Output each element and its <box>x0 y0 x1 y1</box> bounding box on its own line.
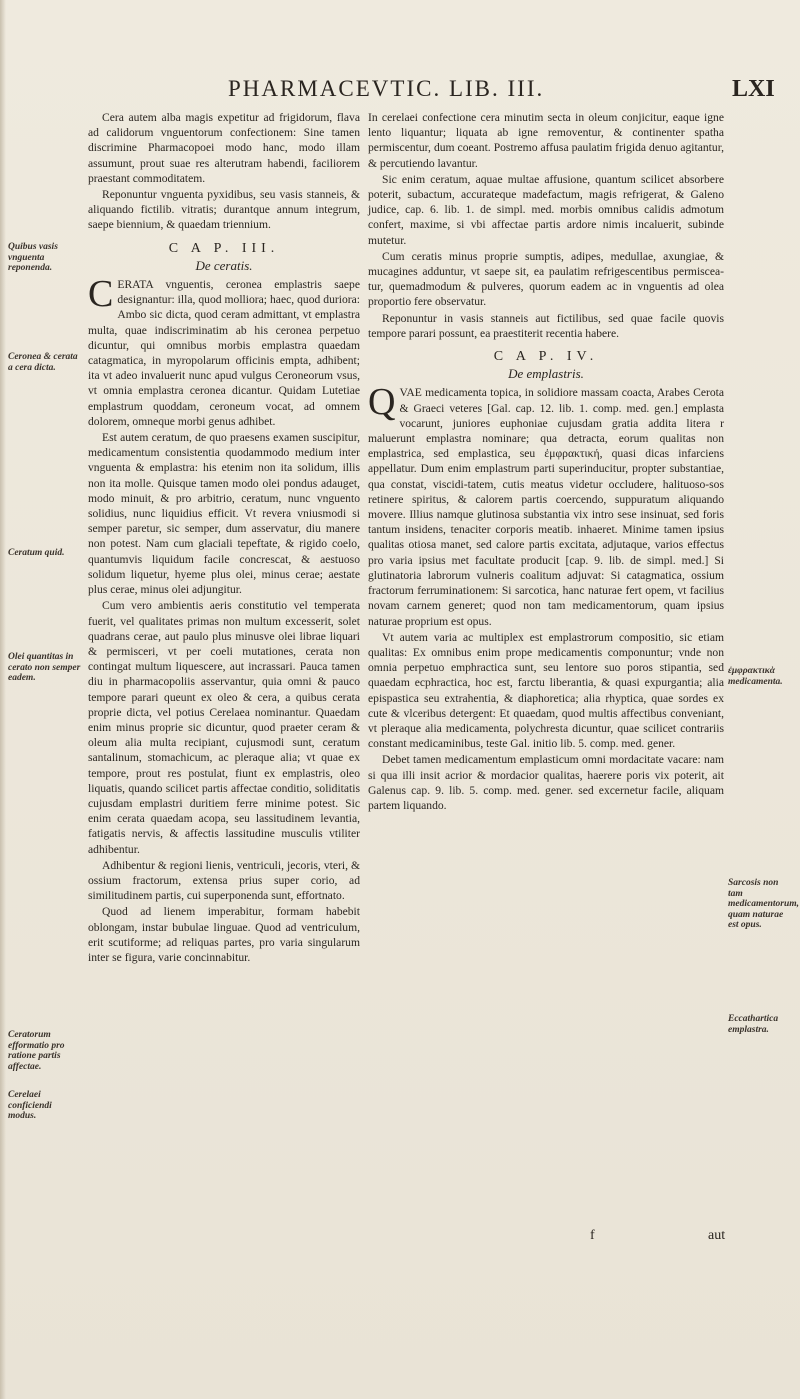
paragraph: Reponuntur vnguenta pyxidibus, seu vasis stanneis, & aliquando fictilib. vitratis; durantque annum integrum, saepe biennium, & quaedam triennium. <box>88 188 360 232</box>
signature-mark: f <box>590 1228 595 1243</box>
margin-note-left-4: Olei quantitas in cerato non semper eadem. <box>8 652 81 683</box>
paragraph: Vt autem varia ac multiplex est emplastrorum compositio, sic etiam qualitas: Ex omnibus enim prope medicamentis componuntur; vnde non omnia perpetuo emphractica sunt, seu lentore suo poros stipantia, sed quaedam ecphractica, hoc est, farctu liberantia, & quasi expurgantia; alia epispastica seu extrahentia, & diaphoretica; alia rhyptica, quae sordes ex cute & vlceribus detergent: Et quaedam, quod multis affectibus conveniant, vt pleraque alia medicamenta, polychresta dicuntur, quae scilicet contrariis constant medicaminibus, teste Gal. initio lib. 5. comp. med. gener. <box>368 630 724 751</box>
drop-cap: Q <box>368 381 396 424</box>
paragraph: In cerelaei confectione cera minutim secta in oleum conjicitur, eaque igne lento liquantur; liquata ab igne removentur, & continenter spatha permiscentur, dum coeant. Postremo affusa paulatim frigida denuo agitantur, & percutiendo lavantur. <box>368 111 724 170</box>
catchword: aut <box>708 1228 726 1243</box>
paragraph: Est autem ceratum, de quo praesens examen suscipitur, medicamentum consistentia quodammodo medium inter vnguenta & emplastra: his etenim non ita solidum, illis non ita molle. Quisque tamen modo olei pondus adauget, modo minuit, & pro arbitrio, ceratum, nunc vnguento solidius, nunc liquidius efficit. Vt revera vniusmodi si semper paretur, sic semper, dum asservatur, diu manere non potest. Nam cum glaciali tepeftate, & rigido coelo, quantumvis liquidum facile concrescat, & aestuoso solidum liquetur, hyeme plus olei, minus cerae; aestate plus cerae, minus olei adjungitur. <box>88 431 360 597</box>
paragraph: Reponuntur in vasis stanneis aut fictilibus, sed quae facile quovis tempore parari possunt, ea praestiterit recentia habere. <box>368 311 724 340</box>
chapter-heading: C A P. III. <box>168 240 280 256</box>
page-number: LXI <box>732 76 775 102</box>
margin-note-left-1: Quibus vasis vnguenta reponenda. <box>8 242 58 273</box>
margin-note-right-3: Eccathartica emplastra. <box>728 1014 779 1035</box>
margin-note-left-2: Ceronea & cerata a cera dicta. <box>8 352 78 373</box>
paragraph: Cum ceratis minus proprie sumptis, adipes, medullae, axungiae, & mucagines adduntur, vt saepe sit, ea paulatim refrigescentibus permiscea-tur, quemadmodum & pulveres, quorum eadem ac in vnguentis ad olea proportio fere observatur. <box>368 249 724 309</box>
page-footer <box>0 1228 800 1248</box>
paragraph: Cera autem alba magis expetitur ad frigidorum, flava ad calidorum vnguentorum confectionem: Sine tamen discrimine Pharmacopoei modo hanc, modo illam assumunt, prout suae res alterutram habendi, faciliorem praestant commoditatem. <box>88 111 360 185</box>
paragraph: Adhibentur & regioni lienis, ventriculi, jecoris, vteri, & ossium fractorum, extensa prius super corio, ad similitudinem partis, cui superponenda sunt, effortnato. <box>88 858 360 903</box>
text-column-left <box>88 110 360 966</box>
page-gutter-shadow <box>0 0 6 1399</box>
drop-cap: C <box>88 273 114 316</box>
paragraph <box>368 381 724 628</box>
paragraph: Quod ad lienem imperabitur, formam habebit oblongam, instar bubulae linguae. Quod ad ventriculum, erit scutiforme; ad reliquas partes, pro varia singularum inter se figura, varie concinnabitur. <box>88 905 360 964</box>
paragraph <box>88 273 360 429</box>
paragraph: Cum vero ambientis aeris constitutio vel temperata fuerit, vel qualitates primas non multum excesserit, solet quadrans cerae, aut paulo plus minusve olei librae liquari & permisceri, vt per coeli mutationes, cerata non contingat multum liquescere, aut incrassari. Pauca tamen diu in pharmacopoliis asservantur, quia omni & pauco tempore parari queunt ex oleo & cera, a quibus cerata proprie dicta, vel potius Cerelaea nominantur. Quaedam enim minus proprie sic dicuntur, quod praeter ceram & oleum alia multa recipiant, cujusmodi sunt, ceratum santalinum, stomachicum, ac pleraque alia; vt quae ex tempore, prout res postulat, fiunt ex emplastris, oleo liquatis, quando scilicet partis affectae conditio, soliditatis cujusdam emplastri duritiem ferre minime potest. Sic enim cerata quaedam acopa, seu lassitudinem levantia, fatigatis nervis, & affectis lassitudine musculis vtiliter adhibentur. <box>88 599 360 856</box>
text-column-right <box>368 110 724 814</box>
paragraph: Sic enim ceratum, aquae multae affusione, quantum scilicet absorbere poterit, subactum, accurateque madefactum, magis refrigerat, & Galeno judice, cap. 6. lib. 1. de simpl. med. morbis omnibus calidis admotum confert, maxime, si vbi affectae partis ardore nimis incaluerit, subinde mutetur. <box>368 172 724 247</box>
chapter-heading: C A P. IV. <box>493 349 599 365</box>
paragraph: Debet tamen medicamentum emplasticum omni mordacitate vacare: nam si qua illi insit acrior & mordacior qualitas, haerere poris vix poterit, ait Galenus cap. 9. lib. 5. comp. med. gener. sed excernetur facile, aliquam partem liquando. <box>368 753 724 812</box>
paragraph-text: ERATA vnguentis, ceronea emplastris saepe designantur: illa, quod molliora; haec, quod duriora: Ambo sic dicta, quod ceram admittant, vt emplastra multa, quae indiscriminatim ab his ceronea perpetuo dicuntur, qui omnibus morbis emplastra quaedam catagmatica, in myropolarum officinis empta, adhibent; ita vt adeo invaluerit nunc apud vulgus Ceroneorum vsus, vt omnia emplastra ceronea dicantur. Quidam Lutetiae emplastrum quoddam, ceroneum vocat, ad omnem dolorem, omneque morbi genus adhibet. <box>88 278 360 428</box>
margin-note-left-6: Cerelaei conficiendi modus. <box>8 1090 52 1121</box>
paragraph-text: VAE medicamenta topica, in solidiore massam coacta, Arabes Cerota & Graeci veteres [Gal. cap. 12. lib. 1. comp. med. gen.] emplasta vocarunt, juniores euphoniae cujusdam gratia addita litera r maluerunt emplastra nominare; qua detracta, eorum qualitas non emplastrica, sed emplastica, seu ἐμφρακτική, quasi dicas infarciens appellatur. Dum enim emplastrum parti superinducitur, propter substantiae, qua constat, viscidi-tatem, cutis meatus videtur occludere, halituoso-sos retinere spiritus, & calorem partis coercendo, suppuratum aliquando movere. Illius namque glutinosa substantia vix intro sese insinuat, sed foris tantum insidens, tenaciter corporis meatib. inhaeret. Minime tamen ipsius qualitas otiosa manet, sed calore partis excitata, adjutaque, varios effectus pro varia ipsius met facultate producit [cap. 9. lib. de simpl. med.] Si glutinatoria labrorum vulneris coalitum adjuvat: Si catagmatica, ossium fractorum ferruminationem: Si sarcotica, hanc naturae fert opem, vt facilius novam carnem generet; quod non tam medicamentorum, quam ipsius naturae proprium est opus. <box>368 386 724 628</box>
margin-note-left-5: Ceratorum efformatio pro ratione partis affectae. <box>8 1030 65 1072</box>
margin-note-left-3: Ceratum quid. <box>8 548 65 558</box>
chapter-subtitle: De ceratis. <box>195 257 253 273</box>
margin-note-right-2: Sarcosis non tam medicamentorum, quam naturae est opus. <box>728 878 799 930</box>
running-title: PHARMACEVTIC. LIB. III. <box>228 76 545 101</box>
chapter-subtitle: De emplastris. <box>508 366 584 382</box>
margin-note-right-1: ἐμφρακτικὰ medicamenta. <box>728 666 783 687</box>
